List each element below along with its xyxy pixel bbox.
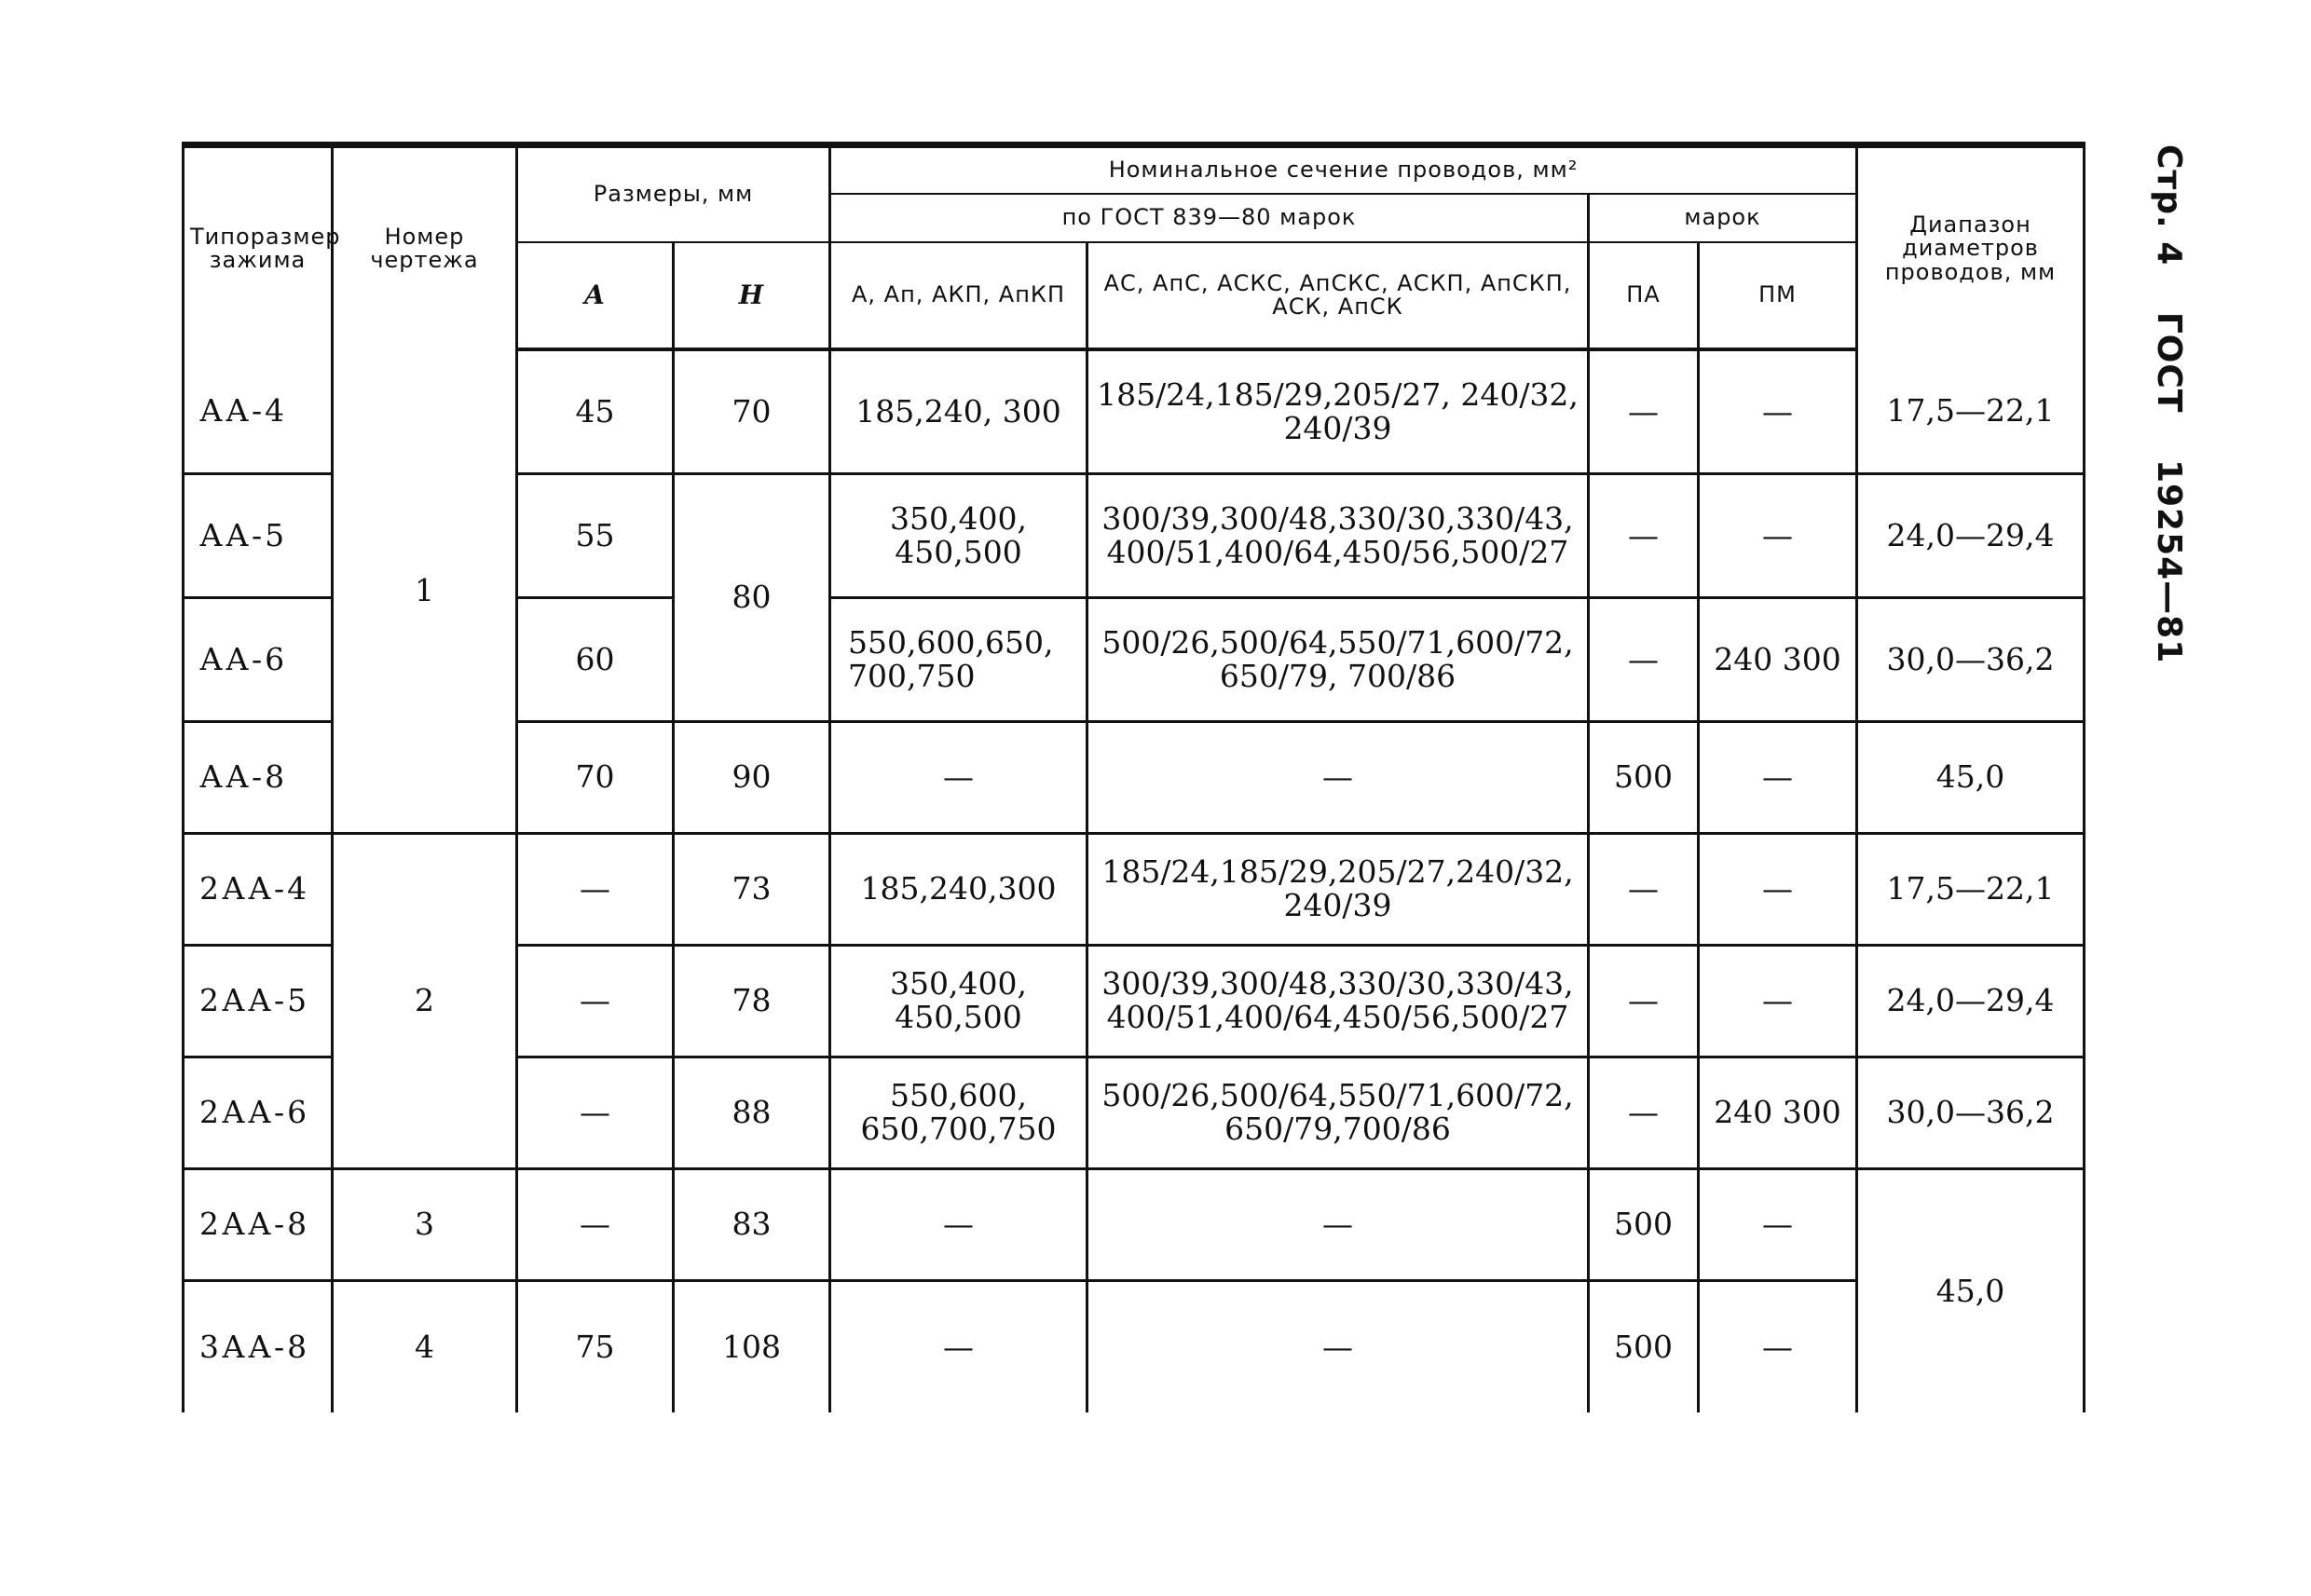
cell-h: 80 bbox=[674, 473, 830, 721]
margin-header-text bbox=[2150, 144, 2188, 697]
cell-pa: — bbox=[1589, 1057, 1699, 1168]
cell-a: 70 bbox=[517, 721, 674, 833]
header-size-a: A bbox=[517, 242, 674, 349]
cell-h: 90 bbox=[674, 721, 830, 833]
cell-ac-section: — bbox=[1087, 1280, 1589, 1412]
cell-pm: 240 300 bbox=[1699, 1057, 1857, 1168]
header-type: Типоразмер зажима bbox=[184, 145, 333, 350]
table-row bbox=[184, 1280, 2085, 1412]
cell-range: 24,0—29,4 bbox=[1857, 945, 2085, 1057]
cell-pa: — bbox=[1589, 349, 1699, 473]
cell-drawing: 1 bbox=[333, 349, 517, 833]
cell-ac-section: 300/39,300/48,330/30,330/43, 400/51,400/64,450/56,500/27 bbox=[1087, 945, 1589, 1057]
cell-type: 2АА-6 bbox=[184, 1057, 333, 1168]
cell-a: 60 bbox=[517, 597, 674, 721]
cell-a-section: 350,400, 450,500 bbox=[830, 945, 1087, 1057]
cell-pa: 500 bbox=[1589, 1280, 1699, 1412]
cell-type: АА-6 bbox=[184, 597, 333, 721]
cell-pm: — bbox=[1699, 349, 1857, 473]
cell-pa: — bbox=[1589, 597, 1699, 721]
cell-h: 108 bbox=[674, 1280, 830, 1412]
cell-pm: — bbox=[1699, 833, 1857, 945]
cell-pa: 500 bbox=[1589, 1168, 1699, 1280]
cell-a-section: — bbox=[830, 1168, 1087, 1280]
table-row bbox=[184, 833, 2085, 945]
header-range: Диапазон диаметров проводов, мм bbox=[1857, 145, 2085, 350]
cell-ac-section: 500/26,500/64,550/71,600/72, 650/79, 700/86 bbox=[1087, 597, 1589, 721]
header-pm: ПМ bbox=[1699, 242, 1857, 349]
cell-ac-section: — bbox=[1087, 721, 1589, 833]
cell-drawing: 2 bbox=[333, 833, 517, 1168]
standard-label: ГОСТ bbox=[2150, 311, 2188, 414]
cell-type: АА-5 bbox=[184, 473, 333, 597]
cell-pm: — bbox=[1699, 1280, 1857, 1412]
cell-a: — bbox=[517, 1057, 674, 1168]
cell-pm: — bbox=[1699, 1168, 1857, 1280]
cell-h: 83 bbox=[674, 1168, 830, 1280]
cell-drawing: 4 bbox=[333, 1280, 517, 1412]
cell-a: 75 bbox=[517, 1280, 674, 1412]
header-size-h: H bbox=[674, 242, 830, 349]
cell-ac-section: 185/24,185/29,205/27, 240/32, 240/39 bbox=[1087, 349, 1589, 473]
cell-ac-section: 185/24,185/29,205/27,240/32, 240/39 bbox=[1087, 833, 1589, 945]
cell-range: 17,5—22,1 bbox=[1857, 349, 2085, 473]
cell-h: 88 bbox=[674, 1057, 830, 1168]
cell-type: АА-4 bbox=[184, 349, 333, 473]
cell-ac-section: 500/26,500/64,550/71,600/72, 650/79,700/86 bbox=[1087, 1057, 1589, 1168]
table-row bbox=[184, 1168, 2085, 1280]
cell-pa: — bbox=[1589, 945, 1699, 1057]
cell-pm: — bbox=[1699, 945, 1857, 1057]
cell-a: 55 bbox=[517, 473, 674, 597]
header-marok: марок bbox=[1589, 194, 1857, 242]
cell-type: 2АА-4 bbox=[184, 833, 333, 945]
cell-a-section: 550,600,650, 700,750 bbox=[830, 597, 1087, 721]
cell-h: 73 bbox=[674, 833, 830, 945]
cell-range: 30,0—36,2 bbox=[1857, 1057, 2085, 1168]
cell-a-section: — bbox=[830, 721, 1087, 833]
header-drawing: Номер чертежа bbox=[333, 145, 517, 350]
page-number: Стр. 4 bbox=[2150, 144, 2188, 266]
cell-h: 78 bbox=[674, 945, 830, 1057]
cell-pm: — bbox=[1699, 721, 1857, 833]
table-row bbox=[184, 349, 2085, 473]
cell-pa: — bbox=[1589, 833, 1699, 945]
cell-a-section: — bbox=[830, 1280, 1087, 1412]
cell-drawing: 3 bbox=[333, 1168, 517, 1280]
header-a-grades: А, Ап, АКП, АпКП bbox=[830, 242, 1087, 349]
header-gost: по ГОСТ 839—80 марок bbox=[830, 194, 1589, 242]
margin-header bbox=[2136, 144, 2192, 664]
cell-pm: 240 300 bbox=[1699, 597, 1857, 721]
cell-a-section: 350,400, 450,500 bbox=[830, 473, 1087, 597]
cell-range: 45,0 bbox=[1857, 721, 2085, 833]
cell-type: 2АА-8 bbox=[184, 1168, 333, 1280]
header-section: Номинальное сечение проводов, мм² bbox=[830, 145, 1857, 195]
standard-number: 19254—81 bbox=[2150, 458, 2188, 664]
cell-a: — bbox=[517, 833, 674, 945]
cell-a: 45 bbox=[517, 349, 674, 473]
cell-range: 30,0—36,2 bbox=[1857, 597, 2085, 721]
cell-a-section: 185,240, 300 bbox=[830, 349, 1087, 473]
cell-type: 3АА-8 bbox=[184, 1280, 333, 1412]
cell-pa: — bbox=[1589, 473, 1699, 597]
header-ac-grades: АС, АпС, АСКС, АпСКС, АСКП, АпСКП, АСК, АпСК bbox=[1087, 242, 1589, 349]
clamp-spec-table bbox=[182, 142, 2085, 1412]
cell-type: 2АА-5 bbox=[184, 945, 333, 1057]
cell-type: АА-8 bbox=[184, 721, 333, 833]
cell-h: 70 bbox=[674, 349, 830, 473]
cell-range: 17,5—22,1 bbox=[1857, 833, 2085, 945]
cell-a: — bbox=[517, 1168, 674, 1280]
cell-a-section: 550,600, 650,700,750 bbox=[830, 1057, 1087, 1168]
cell-ac-section: — bbox=[1087, 1168, 1589, 1280]
cell-a-section: 185,240,300 bbox=[830, 833, 1087, 945]
cell-range: 45,0 bbox=[1857, 1168, 2085, 1412]
cell-pm: — bbox=[1699, 473, 1857, 597]
header-sizes: Размеры, мм bbox=[517, 145, 830, 243]
cell-range: 24,0—29,4 bbox=[1857, 473, 2085, 597]
cell-a: — bbox=[517, 945, 674, 1057]
cell-ac-section: 300/39,300/48,330/30,330/43, 400/51,400/64,450/56,500/27 bbox=[1087, 473, 1589, 597]
cell-pa: 500 bbox=[1589, 721, 1699, 833]
header-pa: ПА bbox=[1589, 242, 1699, 349]
